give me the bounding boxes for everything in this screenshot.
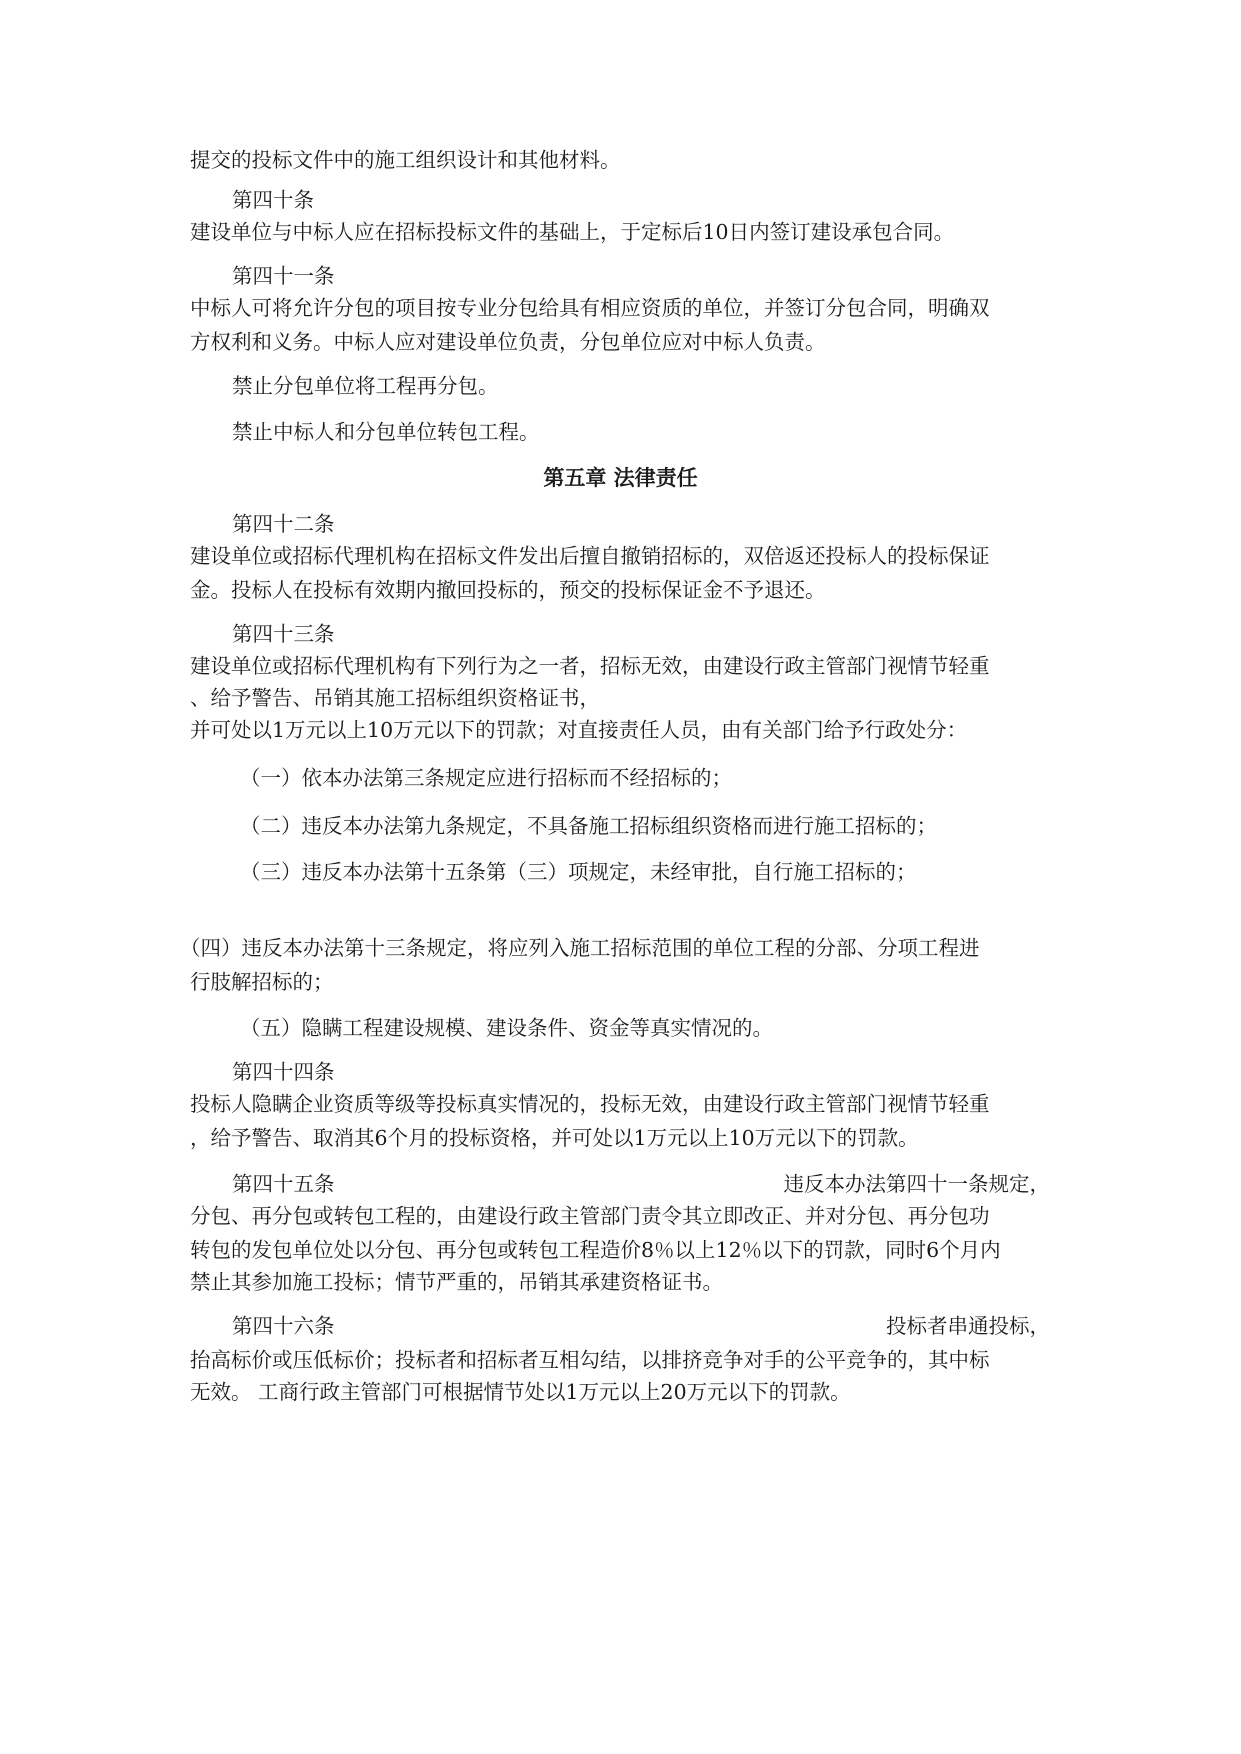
- text-line: 金。投标人在投标有效期内撤回投标的，预交的投标保证金不予退还。: [190, 578, 826, 602]
- text-line: 、给予警告、吊销其施工招标组织资格证书，: [190, 686, 600, 710]
- list-item: （一）依本办法第三条规定应进行招标而不经招标的；: [240, 766, 732, 790]
- article-46-title: 第四十六条: [232, 1314, 335, 1338]
- article-45-title: 第四十五条: [232, 1172, 335, 1196]
- text-line: 违反本办法第四十一条规定，: [783, 1172, 1050, 1196]
- article-40-title: 第四十条: [232, 188, 314, 212]
- text-line: 提交的投标文件中的施工组织设计和其他材料。: [190, 148, 621, 172]
- list-item: （三）违反本办法第十五条第（三）项规定，未经审批，自行施工招标的；: [240, 860, 917, 884]
- text-line: 行肢解招标的；: [190, 970, 334, 994]
- text-line: 方权利和义务。中标人应对建设单位负责，分包单位应对中标人负责。: [190, 330, 826, 354]
- text-line: 建设单位或招标代理机构有下列行为之一者，招标无效，由建设行政主管部门视情节轻重: [190, 654, 990, 678]
- text-line: 抬高标价或压低标价；投标者和招标者互相勾结，以排挤竞争对手的公平竞争的，其中标: [190, 1348, 990, 1372]
- text-line: ，给予警告、取消其6个月的投标资格，并可处以1万元以上10万元以下的罚款。: [190, 1126, 919, 1150]
- text-line: 并可处以1万元以上10万元以下的罚款；对直接责任人员，由有关部门给予行政处分：: [190, 718, 968, 742]
- article-41-title: 第四十一条: [232, 264, 335, 288]
- text-line: 分包、再分包或转包工程的，由建设行政主管部门责令其立即改正、并对分包、再分包功: [190, 1204, 990, 1228]
- text-line: 转包的发包单位处以分包、再分包或转包工程造价8％以上12％以下的罚款，同时6个月内: [190, 1238, 1001, 1262]
- text-line: 禁止其参加施工投标；情节严重的，吊销其承建资格证书。: [190, 1270, 723, 1294]
- article-42-title: 第四十二条: [232, 512, 335, 536]
- text-line: 中标人可将允许分包的项目按专业分包给具有相应资质的单位，并签订分包合同，明确双: [190, 296, 990, 320]
- text-line: 禁止分包单位将工程再分包。: [232, 374, 499, 398]
- list-item: （二）违反本办法第九条规定，不具备施工招标组织资格而进行施工招标的；: [240, 814, 937, 838]
- text-line: 投标人隐瞒企业资质等级等投标真实情况的，投标无效，由建设行政主管部门视情节轻重: [190, 1092, 990, 1116]
- list-item: （四）违反本办法第十三条规定，将应列入施工招标范围的单位工程的分部、分项工程进: [180, 936, 980, 960]
- text-line: 无效。 工商行政主管部门可根据情节处以1万元以上20万元以下的罚款。: [190, 1380, 851, 1404]
- chapter-heading: 第五章 法律责任: [543, 465, 698, 490]
- article-43-title: 第四十三条: [232, 622, 335, 646]
- text-line: 建设单位或招标代理机构在招标文件发出后擅自撤销招标的，双倍返还投标人的投标保证: [190, 544, 990, 568]
- article-44-title: 第四十四条: [232, 1060, 335, 1084]
- text-line: 投标者串通投标，: [886, 1314, 1050, 1338]
- text-line: 禁止中标人和分包单位转包工程。: [232, 420, 540, 444]
- list-item: （五）隐瞒工程建设规模、建设条件、资金等真实情况的。: [240, 1016, 773, 1040]
- text-line: 建设单位与中标人应在招标投标文件的基础上，于定标后10日内签订建设承包合同。: [190, 220, 955, 244]
